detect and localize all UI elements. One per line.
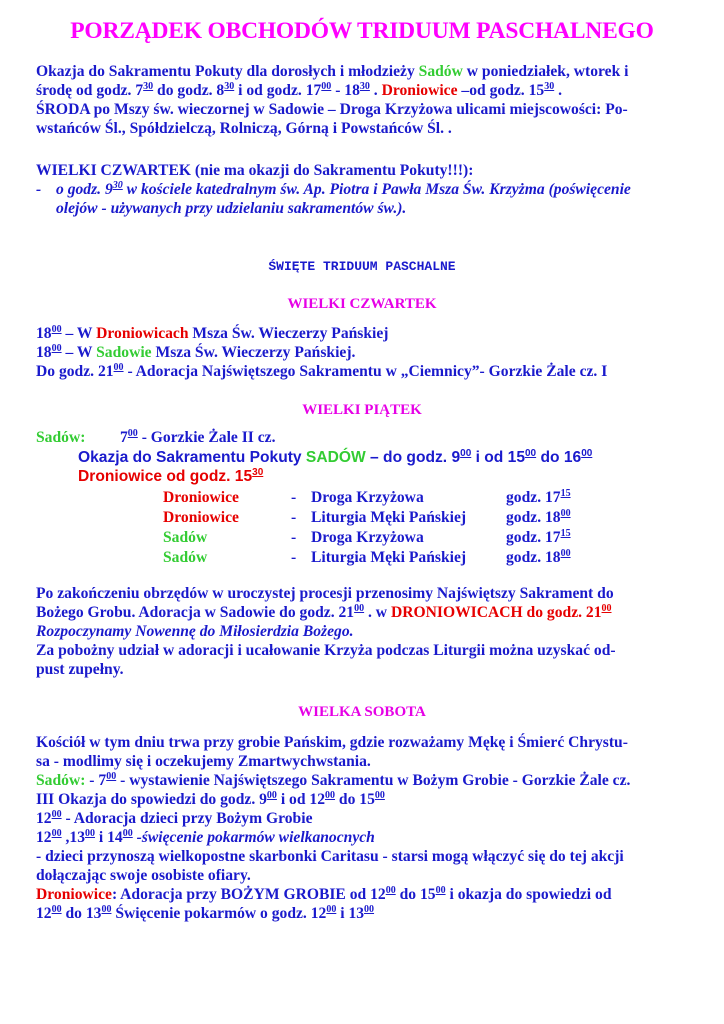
schedule-place-text: Droniowice bbox=[163, 509, 239, 526]
text: do 15 bbox=[395, 886, 436, 903]
wpt-confession-line-1 bbox=[78, 448, 698, 467]
text: – do godz. 9 bbox=[365, 449, 461, 466]
schedule-dash bbox=[291, 487, 311, 507]
schedule-time bbox=[506, 547, 571, 567]
text: i od 12 bbox=[276, 791, 326, 808]
time-sup: 00 bbox=[354, 603, 365, 614]
schedule-event-text: Liturgia Męki Pańskiej bbox=[311, 549, 467, 566]
text: Msza Św. Wieczerzy Pańskiej. bbox=[151, 344, 356, 361]
wpt-sadow-line bbox=[36, 428, 690, 447]
place-droniowice: Droniowicach bbox=[96, 325, 189, 342]
schedule-dash bbox=[291, 507, 311, 527]
time-sup: 00 bbox=[51, 809, 62, 820]
time-sup: 00 bbox=[581, 448, 593, 459]
time-sup: 00 bbox=[325, 790, 336, 801]
wcz-row-3 bbox=[36, 362, 690, 381]
wsb-line-8: dołączając swoje osobiste ofiary. bbox=[36, 867, 251, 884]
schedule-place-text: Sadów bbox=[163, 549, 208, 566]
wsb-line-6 bbox=[36, 828, 690, 847]
text: - wystawienie Najświętszego Sakramentu w Bożym Grobie - Gorzkie Żale cz. bbox=[116, 772, 631, 789]
schedule-event-text: Droga Krzyżowa bbox=[311, 529, 424, 546]
time-sup: 00 bbox=[106, 771, 117, 782]
text: Okazja do Sakramentu Pokuty dla dorosłych i młodzieży bbox=[36, 63, 419, 80]
place-sadow: Sadów: bbox=[36, 429, 86, 446]
wcz-row-1 bbox=[36, 324, 690, 343]
time-sup: 30 bbox=[143, 81, 154, 92]
text: Msza Św. Wieczerzy Pańskiej bbox=[188, 325, 389, 342]
wsb-line-5 bbox=[36, 809, 690, 828]
intro-line-2 bbox=[36, 81, 690, 100]
schedule-event bbox=[311, 547, 506, 567]
text: do godz. 8 bbox=[153, 82, 225, 99]
time-sup: 00 bbox=[560, 548, 571, 559]
schedule-dash bbox=[291, 527, 311, 547]
schedule-dash bbox=[291, 547, 311, 567]
text: do 15 bbox=[335, 791, 375, 808]
page-title: PORZĄDEK OBCHODÓW TRIDUUM PASCHALNEGO bbox=[70, 18, 654, 44]
place-droniowice: Droniowice bbox=[381, 82, 458, 99]
schedule-event-text: Droga Krzyżowa bbox=[311, 489, 424, 506]
text: -święcenie pokarmów wielkanocnych bbox=[132, 829, 375, 846]
schedule-time-text: godz. 17 bbox=[506, 529, 561, 546]
schedule-time bbox=[506, 487, 571, 507]
time-sup: 30 bbox=[359, 81, 370, 92]
text: : Adoracja przy BOŻYM GROBIE od 12 bbox=[111, 886, 386, 903]
schedule-dash-text: - bbox=[291, 509, 297, 526]
wcz-heading: WIELKI CZWARTEK bbox=[287, 296, 437, 312]
wpt-schedule-table bbox=[163, 487, 571, 567]
text: do godz. 21 bbox=[522, 604, 602, 621]
text: Do godz. 21 bbox=[36, 363, 114, 380]
time-sup: 00 bbox=[51, 324, 62, 335]
schedule-place-text: Droniowice bbox=[163, 489, 239, 506]
time-sup: 00 bbox=[374, 790, 385, 801]
schedule-place bbox=[163, 547, 291, 567]
schedule-time-text: godz. 18 bbox=[506, 509, 561, 526]
time-sup: 30 bbox=[544, 81, 555, 92]
schedule-row bbox=[163, 547, 571, 567]
wcz-intro-item-text bbox=[56, 180, 696, 218]
wsb-line-3 bbox=[36, 771, 690, 790]
wpt-after-line-4: Za pobożny udział w adoracji i ucałowanie Krzyża podczas Liturgii można uzyskać od- bbox=[36, 642, 616, 659]
schedule-event bbox=[311, 527, 506, 547]
text: – W bbox=[61, 344, 97, 361]
text: 18 bbox=[36, 325, 52, 342]
text: - 18 bbox=[331, 82, 360, 99]
wcz-intro-heading: WIELKI CZWARTEK (nie ma okazji do Sakramentu Pokuty!!!): bbox=[36, 162, 474, 179]
text: 12 bbox=[36, 810, 52, 827]
text: i 13 bbox=[336, 905, 365, 922]
wpt-after-line-1: Po zakończeniu obrzędów w uroczystej procesji przenosimy Najświętszy Sakrament do bbox=[36, 585, 614, 602]
text: środę od godz. 7 bbox=[36, 82, 144, 99]
time-sup: 15 bbox=[560, 528, 571, 539]
text: ,13 bbox=[61, 829, 85, 846]
schedule-time-text: godz. 18 bbox=[506, 549, 561, 566]
wsb-heading: WIELKA SOBOTA bbox=[298, 704, 426, 720]
text: - Adoracja Najświętszego Sakramentu w „Ciemnicy”- Gorzkie Żale cz. I bbox=[123, 363, 608, 380]
text: . w bbox=[364, 604, 391, 621]
schedule-dash-text: - bbox=[291, 549, 297, 566]
place-sadow: Sadowie bbox=[96, 344, 152, 361]
schedule-dash-text: - bbox=[291, 489, 297, 506]
text: w poniedziałek, wtorek i bbox=[462, 63, 629, 80]
list-dash: - bbox=[36, 181, 42, 198]
time-sup: 00 bbox=[560, 508, 571, 519]
time-sup: 00 bbox=[51, 828, 62, 839]
place-droniowice: DRONIOWICACH bbox=[390, 604, 523, 621]
time-sup: 00 bbox=[435, 885, 446, 896]
wsb-line-10 bbox=[36, 904, 690, 923]
schedule-row bbox=[163, 507, 571, 527]
text: i od 15 bbox=[471, 449, 525, 466]
schedule-time bbox=[506, 527, 571, 547]
time-sup: 00 bbox=[326, 904, 337, 915]
text: 18 bbox=[36, 344, 52, 361]
schedule-place bbox=[163, 507, 291, 527]
text: . bbox=[369, 82, 382, 99]
time-sup: 00 bbox=[51, 343, 62, 354]
text: o godz. 9 bbox=[56, 181, 113, 198]
time-sup: 00 bbox=[385, 885, 396, 896]
schedule-dash-text: - bbox=[291, 529, 297, 546]
time-sup: 00 bbox=[113, 362, 124, 373]
text: – W bbox=[61, 325, 97, 342]
schedule-event-text: Liturgia Męki Pańskiej bbox=[311, 509, 467, 526]
time-sup: 00 bbox=[101, 904, 112, 915]
text: 7 bbox=[120, 429, 128, 446]
wcz-intro-head bbox=[36, 161, 690, 180]
schedule-body bbox=[163, 487, 571, 567]
time-sup: 00 bbox=[266, 790, 277, 801]
schedule-event bbox=[311, 487, 506, 507]
text: . bbox=[554, 82, 562, 99]
time-sup: 00 bbox=[460, 448, 472, 459]
text: –od godz. 15 bbox=[457, 82, 545, 99]
intro-section bbox=[36, 62, 690, 138]
schedule-row bbox=[163, 527, 571, 547]
place-sadow: SADÓW bbox=[305, 449, 366, 466]
wpt-after-section bbox=[36, 584, 690, 679]
time-sup: 00 bbox=[84, 828, 95, 839]
wsb-line-9 bbox=[36, 885, 690, 904]
time-sup: 00 bbox=[601, 603, 612, 614]
text: 12 bbox=[36, 829, 52, 846]
wsb-line-4 bbox=[36, 790, 690, 809]
wpt-after-line-3: Rozpoczynamy Nowennę do Miłosierdzia Bożego. bbox=[36, 623, 354, 640]
time-sup: 00 bbox=[122, 828, 133, 839]
wsb-line-2: sa - modlimy się i oczekujemy Zmartwychwstania. bbox=[36, 753, 371, 770]
wcz-intro-line-2: olejów - używanych przy udzielaniu sakramentów św.). bbox=[56, 200, 407, 217]
wpt-heading: WIELKI PIĄTEK bbox=[302, 402, 422, 418]
time-sup: 15 bbox=[560, 488, 571, 499]
schedule-place bbox=[163, 487, 291, 507]
time-sup: 30 bbox=[224, 81, 235, 92]
text: od godz. 15 bbox=[162, 468, 253, 485]
schedule-time bbox=[506, 507, 571, 527]
text: 12 bbox=[36, 905, 52, 922]
place-droniowice: Droniowice bbox=[36, 886, 112, 903]
text: - Adoracja dzieci przy Bożym Grobie bbox=[61, 810, 313, 827]
schedule-time-text: godz. 17 bbox=[506, 489, 561, 506]
time-sup: 00 bbox=[364, 904, 375, 915]
text: Bożego Grobu. Adoracja w Sadowie do godz. 21 bbox=[36, 604, 355, 621]
wcz-section bbox=[36, 324, 690, 381]
wpt-confession-line-2 bbox=[78, 467, 698, 486]
place-droniowice: Droniowice bbox=[78, 468, 163, 485]
text: III Okazja do spowiedzi do godz. 9 bbox=[36, 791, 267, 808]
text: - 7 bbox=[85, 772, 107, 789]
schedule-event bbox=[311, 507, 506, 527]
wcz-intro-item bbox=[36, 180, 696, 220]
text: w kościele katedralnym św. Ap. Piotra i Pawła Msza Św. Krzyżma (poświęcenie bbox=[122, 181, 631, 198]
wcz-intro-line-1 bbox=[56, 180, 696, 199]
place-sadow: Sadów bbox=[418, 63, 463, 80]
intro-line-4: wstańców Śl., Spółdzielczą, Rolniczą, Górną i Powstańców Śl. . bbox=[36, 120, 452, 137]
wpt-after-line-5: pust zupełny. bbox=[36, 661, 124, 678]
place-sadow: Sadów: bbox=[36, 772, 86, 789]
intro-line-1 bbox=[36, 62, 690, 81]
schedule-place-text: Sadów bbox=[163, 529, 208, 546]
wcz-row-2 bbox=[36, 343, 690, 362]
text: i 14 bbox=[94, 829, 123, 846]
time-sup: 00 bbox=[127, 428, 138, 439]
text: do 13 bbox=[61, 905, 102, 922]
wpt-sadow-row bbox=[36, 428, 690, 447]
schedule-row bbox=[163, 487, 571, 507]
schedule-place bbox=[163, 527, 291, 547]
time-sup: 00 bbox=[51, 904, 62, 915]
time-sup: 00 bbox=[525, 448, 537, 459]
wsb-line-1: Kościół w tym dniu trwa przy grobie Pańskim, gdzie rozważamy Mękę i Śmierć Chrystu- bbox=[36, 734, 628, 751]
time-sup: 30 bbox=[112, 180, 123, 191]
wpt-confession bbox=[78, 448, 698, 486]
text: Okazja do Sakramentu Pokuty bbox=[78, 449, 306, 466]
triduum-heading: ŚWIĘTE TRIDUUM PASCHALNE bbox=[268, 259, 456, 274]
text: i od godz. 17 bbox=[234, 82, 322, 99]
intro-line-3: ŚRODA po Mszy św. wieczornej w Sadowie – Droga Krzyżowa ulicami miejscowości: Po- bbox=[36, 101, 628, 118]
text: - Gorzkie Żale II cz. bbox=[137, 429, 276, 446]
wpt-after-line-2 bbox=[36, 603, 690, 622]
wsb-line-7: - dzieci przynoszą wielkopostne skarbonki Caritasu - starsi mogą włączyć się do tej akcji bbox=[36, 848, 624, 865]
text: i okazja do spowiedzi od bbox=[445, 886, 612, 903]
time-sup: 30 bbox=[252, 467, 264, 478]
time-sup: 00 bbox=[321, 81, 332, 92]
text: Święcenie pokarmów o godz. 12 bbox=[111, 905, 327, 922]
text: do 16 bbox=[536, 449, 582, 466]
wsb-section bbox=[36, 733, 690, 923]
